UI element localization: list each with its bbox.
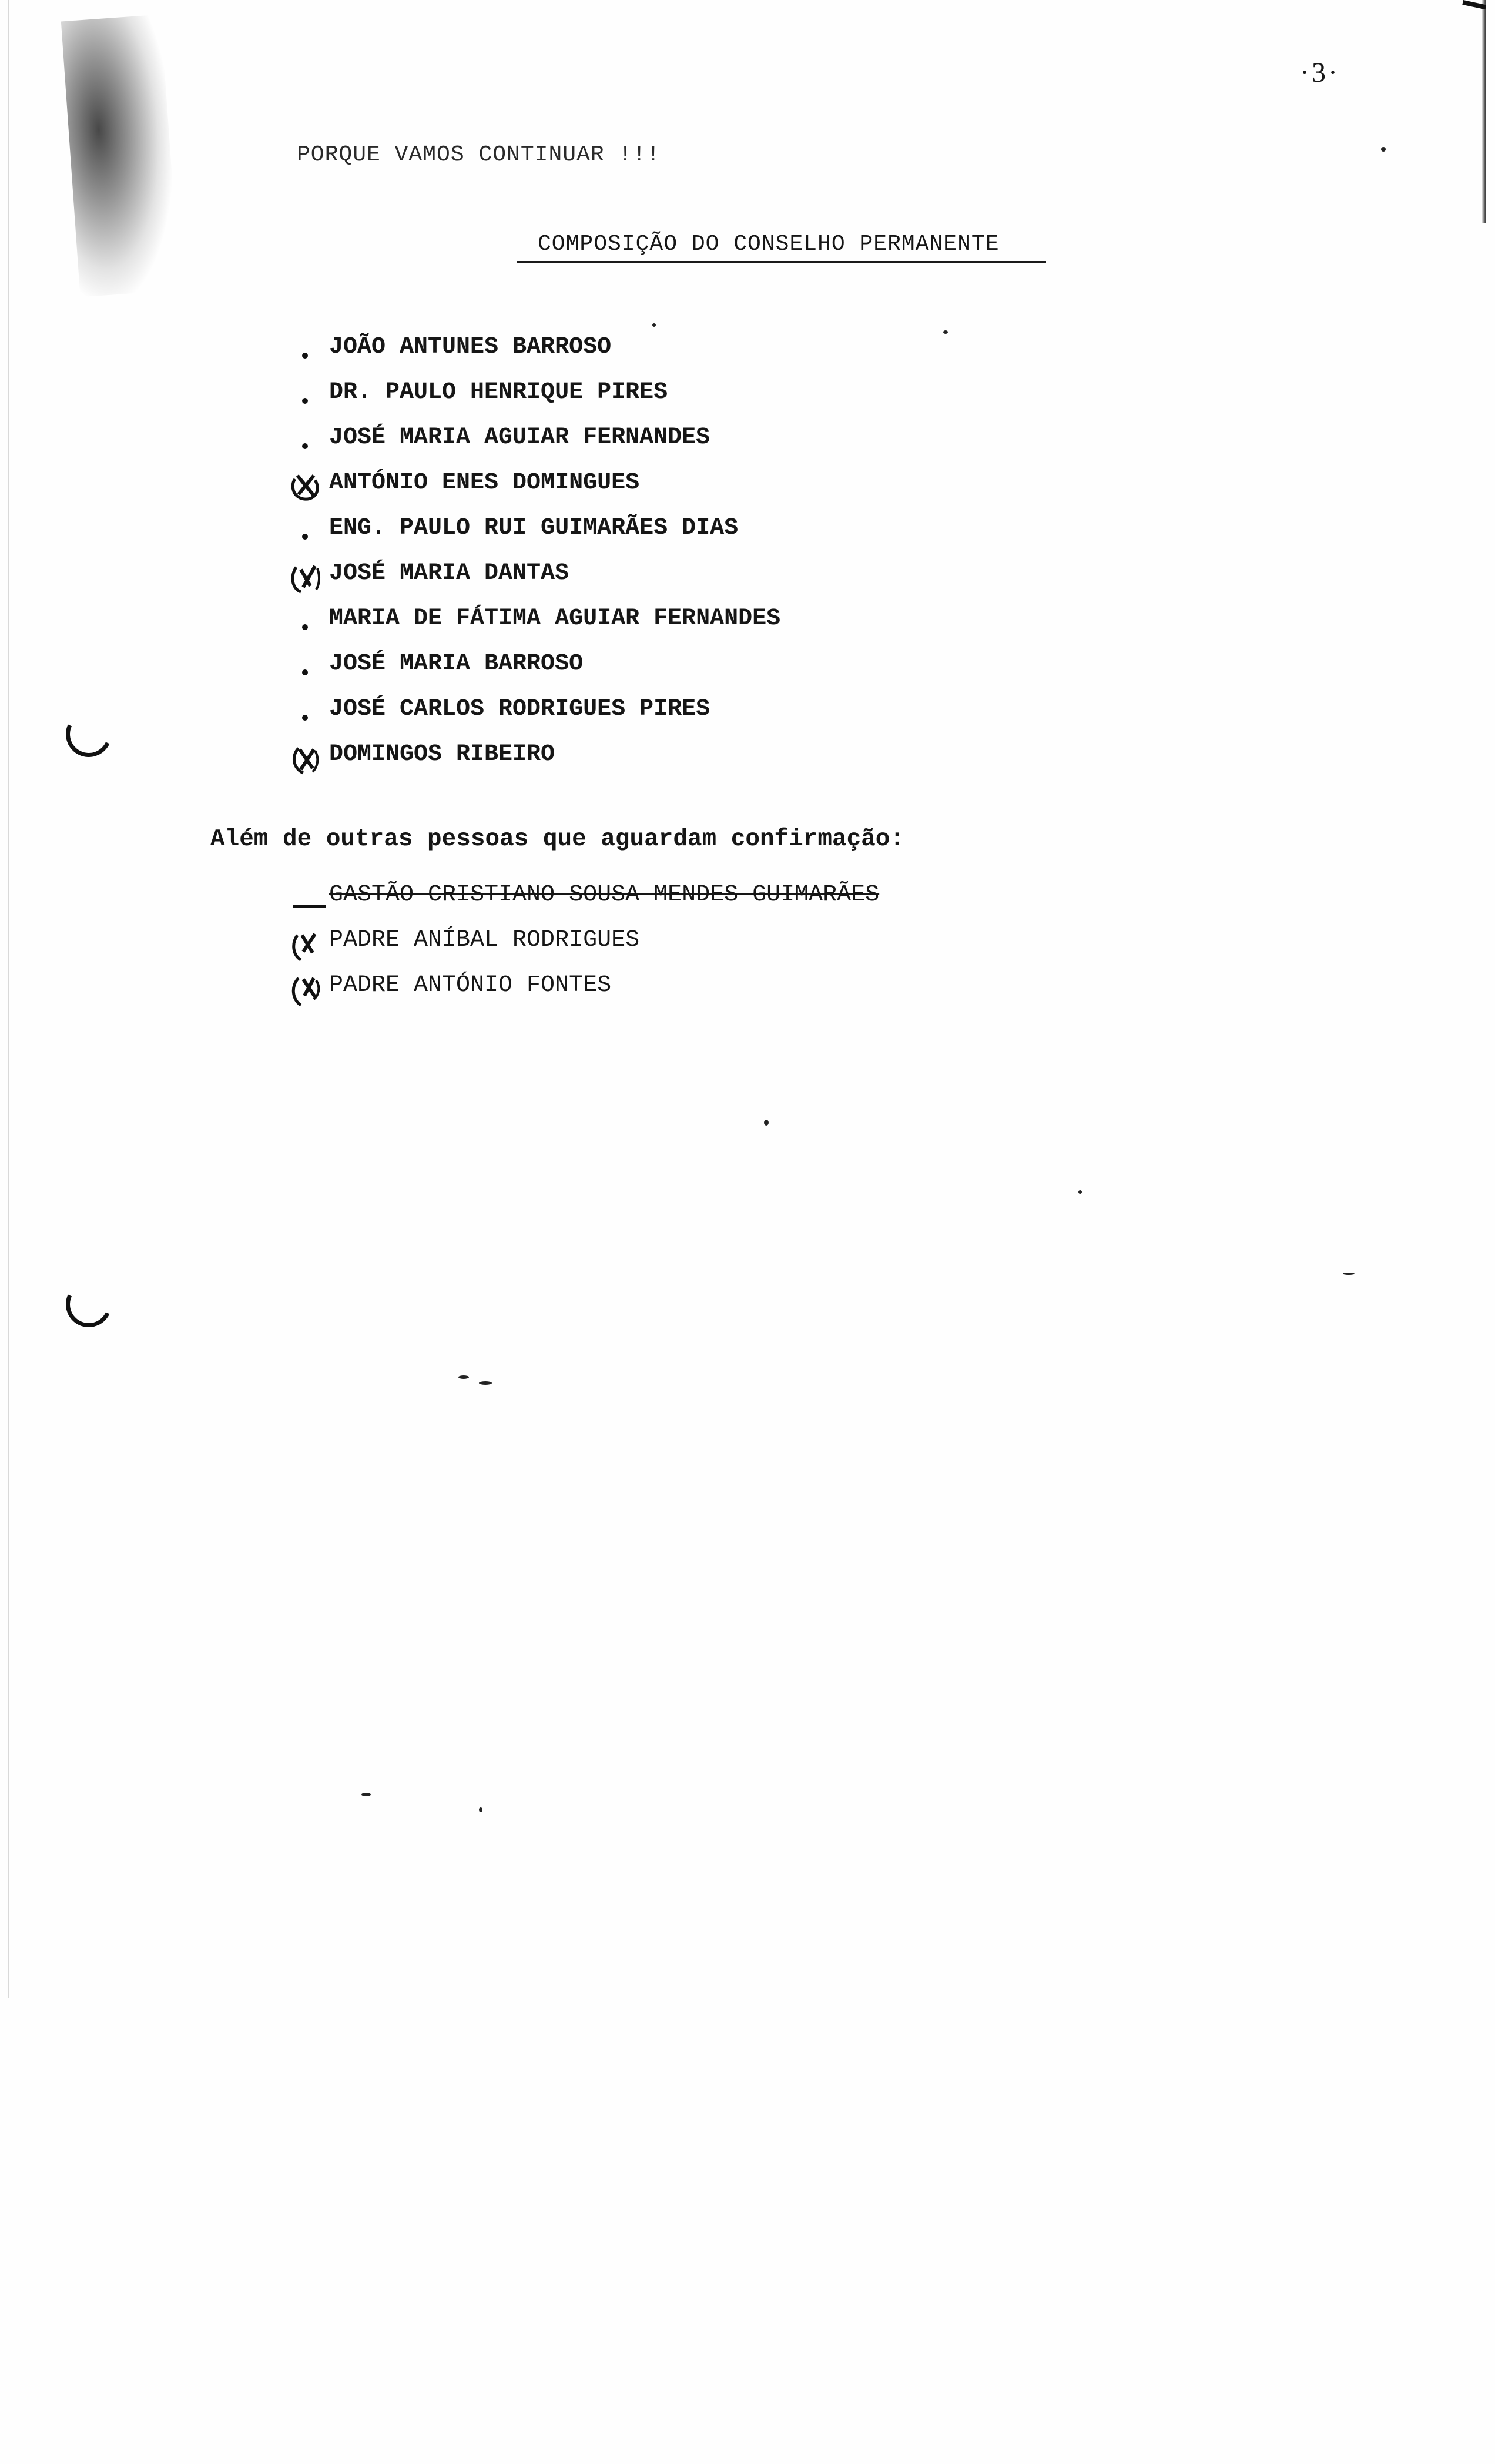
- page-right-edge: [1482, 0, 1486, 223]
- list-item: [276, 972, 1216, 1017]
- member-name: JOSÉ MARIA DANTAS: [329, 560, 569, 587]
- scan-speck: [652, 323, 656, 327]
- member-name: MARIA DE FÁTIMA AGUIAR FERNANDES: [329, 605, 781, 632]
- list-item: [276, 605, 1216, 651]
- title-underline: [517, 261, 1046, 263]
- bullet-icon: [302, 353, 308, 359]
- scan-speck: [764, 1120, 769, 1126]
- pending-name: PADRE ANÍBAL RODRIGUES: [329, 927, 640, 953]
- bullet-icon: [302, 398, 308, 404]
- page-number: ·3·: [1300, 57, 1340, 88]
- scan-speck: [479, 1807, 482, 1812]
- member-list: [276, 334, 1216, 786]
- scan-speck: [479, 1381, 492, 1385]
- bullet-icon: [302, 715, 308, 721]
- member-name: ANTÓNIO ENES DOMINGUES: [329, 470, 640, 496]
- list-item: [276, 379, 1216, 424]
- pending-name: PADRE ANTÓNIO FONTES: [329, 972, 612, 999]
- list-item: [276, 560, 1216, 605]
- scan-speck: [361, 1793, 371, 1796]
- bullet-icon: [302, 669, 308, 675]
- scan-speck: [1381, 147, 1386, 152]
- handwritten-check-icon: [287, 739, 324, 776]
- punch-hole-icon: [59, 705, 118, 764]
- member-name: ENG. PAULO RUI GUIMARÃES DIAS: [329, 515, 739, 541]
- handwritten-check-icon: [287, 970, 324, 1007]
- scan-speck: [458, 1375, 469, 1379]
- list-item: [276, 470, 1216, 515]
- list-item: [276, 882, 1216, 927]
- member-name: DOMINGOS RIBEIRO: [329, 741, 555, 768]
- bullet-icon: [302, 534, 308, 540]
- dash-icon: [293, 905, 326, 908]
- scan-smudge: [61, 15, 180, 297]
- list-item: [276, 927, 1216, 972]
- pending-intro: Além de outras pessoas que aguardam confirmação:: [210, 826, 904, 853]
- list-item: [276, 741, 1216, 786]
- scan-speck: [1343, 1273, 1355, 1275]
- list-item: [276, 424, 1216, 470]
- member-name: JOSÉ MARIA AGUIAR FERNANDES: [329, 424, 710, 451]
- list-item: [276, 515, 1216, 560]
- member-name: JOSÉ MARIA BARROSO: [329, 651, 584, 677]
- member-name: JOSÉ CARLOS RODRIGUES PIRES: [329, 696, 710, 722]
- page-left-edge: [8, 0, 9, 1998]
- list-item: [276, 334, 1216, 379]
- member-name: DR. PAULO HENRIQUE PIRES: [329, 379, 668, 406]
- scan-speck: [1078, 1190, 1082, 1194]
- section-title: COMPOSIÇÃO DO CONSELHO PERMANENTE: [538, 232, 1000, 257]
- running-header: PORQUE VAMOS CONTINUAR !!!: [297, 142, 661, 168]
- handwritten-check-icon: [287, 467, 324, 505]
- list-item: [276, 696, 1216, 741]
- handwritten-check-icon: [287, 558, 324, 595]
- bullet-icon: [302, 624, 308, 630]
- bullet-icon: [302, 443, 308, 449]
- member-name: JOÃO ANTUNES BARROSO: [329, 334, 612, 360]
- handwritten-check-icon: [287, 925, 324, 962]
- punch-hole-icon: [59, 1275, 118, 1334]
- pending-list: [276, 882, 1216, 1017]
- pending-name: GASTÃO CRISTIANO SOUSA MENDES GUIMARÃES: [329, 882, 880, 908]
- list-item: [276, 651, 1216, 696]
